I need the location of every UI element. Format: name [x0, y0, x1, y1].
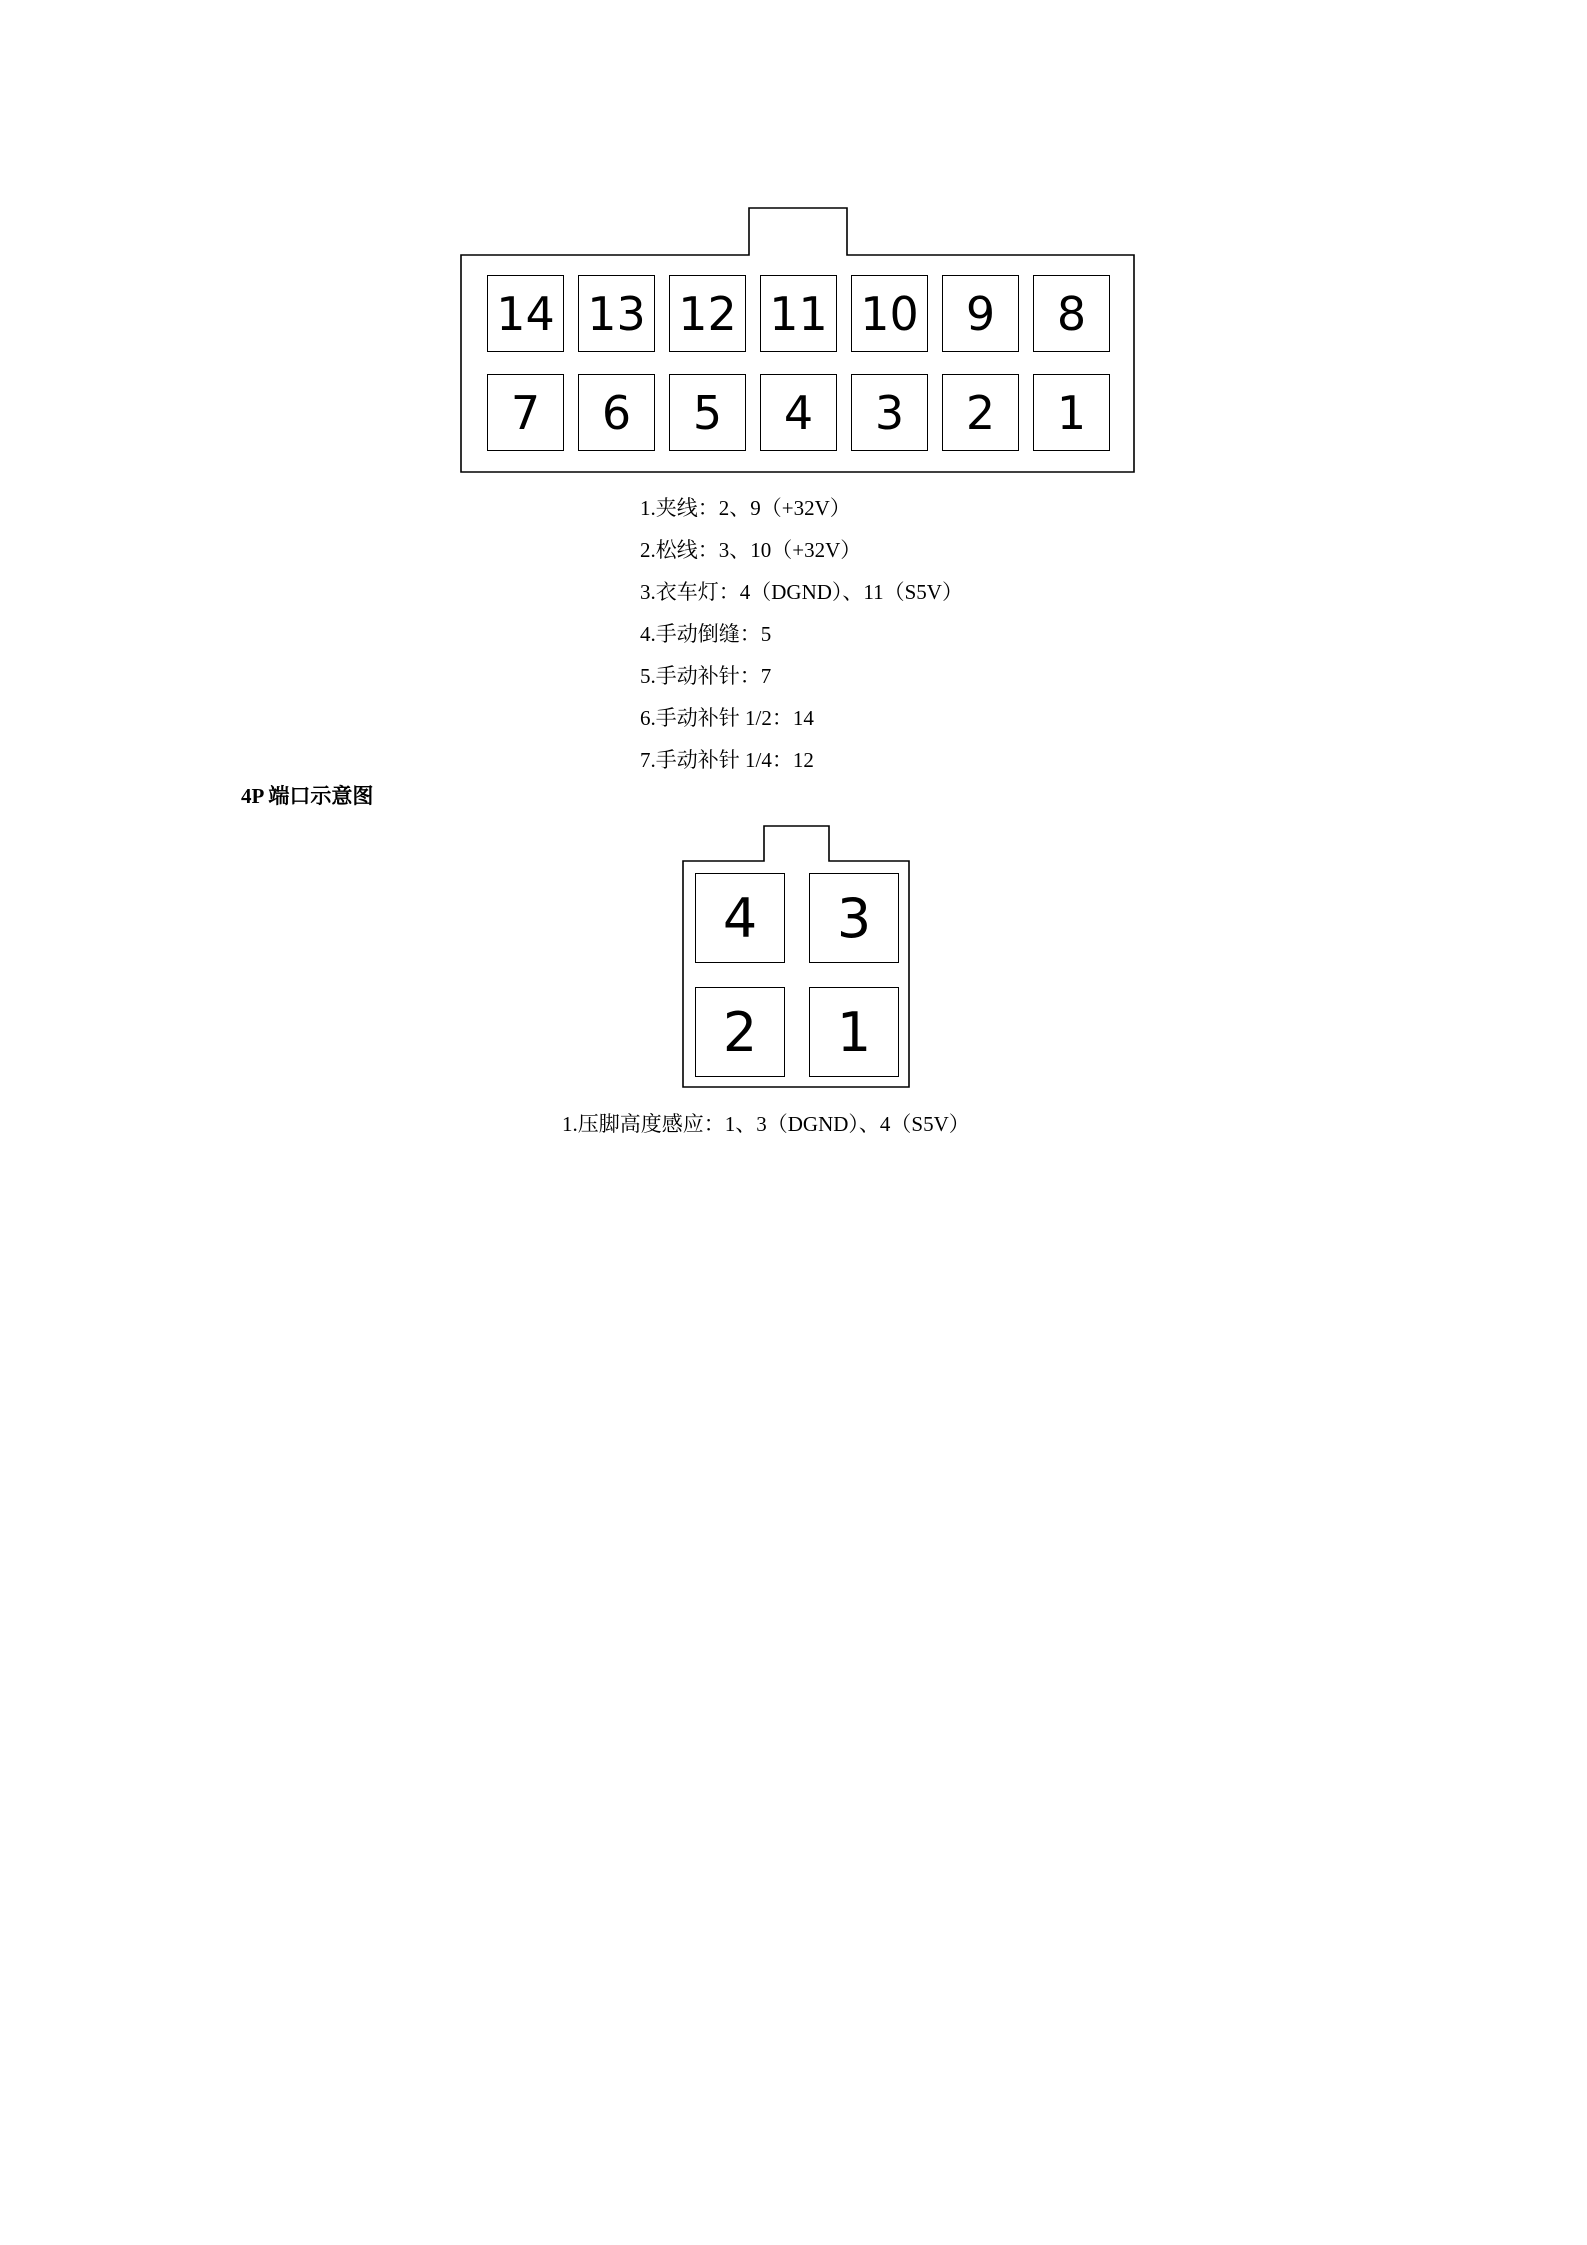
pin-7: 7	[487, 374, 564, 451]
pin-5: 5	[669, 374, 746, 451]
note-line: 1.夹线：2、9（+32V）	[640, 496, 851, 520]
pin-8: 8	[1033, 275, 1110, 352]
pin-2: 2	[695, 987, 785, 1077]
note-line: 6.手动补针 1/2：14	[640, 706, 814, 730]
pin-10: 10	[851, 275, 928, 352]
note-line: 7.手动补针 1/4：12	[640, 748, 814, 772]
pin-3: 3	[851, 374, 928, 451]
note-line: 4.手动倒缝：5	[640, 622, 772, 646]
pin-6: 6	[578, 374, 655, 451]
pin-13: 13	[578, 275, 655, 352]
pin-12: 12	[669, 275, 746, 352]
note-line: 3.衣车灯：4（DGND）、11（S5V）	[640, 580, 963, 604]
pin-9: 9	[942, 275, 1019, 352]
pin-11: 11	[760, 275, 837, 352]
note-line: 1.压脚高度感应：1、3（DGND）、4（S5V）	[562, 1112, 970, 1136]
pin-4: 4	[760, 374, 837, 451]
pin-1: 1	[1033, 374, 1110, 451]
pin-3: 3	[809, 873, 899, 963]
pin-2: 2	[942, 374, 1019, 451]
section-heading-4p: 4P 端口示意图	[241, 784, 374, 808]
note-line: 2.松线：3、10（+32V）	[640, 538, 862, 562]
note-line: 5.手动补针：7	[640, 664, 772, 688]
pin-4: 4	[695, 873, 785, 963]
pin-1: 1	[809, 987, 899, 1077]
pin-14: 14	[487, 275, 564, 352]
